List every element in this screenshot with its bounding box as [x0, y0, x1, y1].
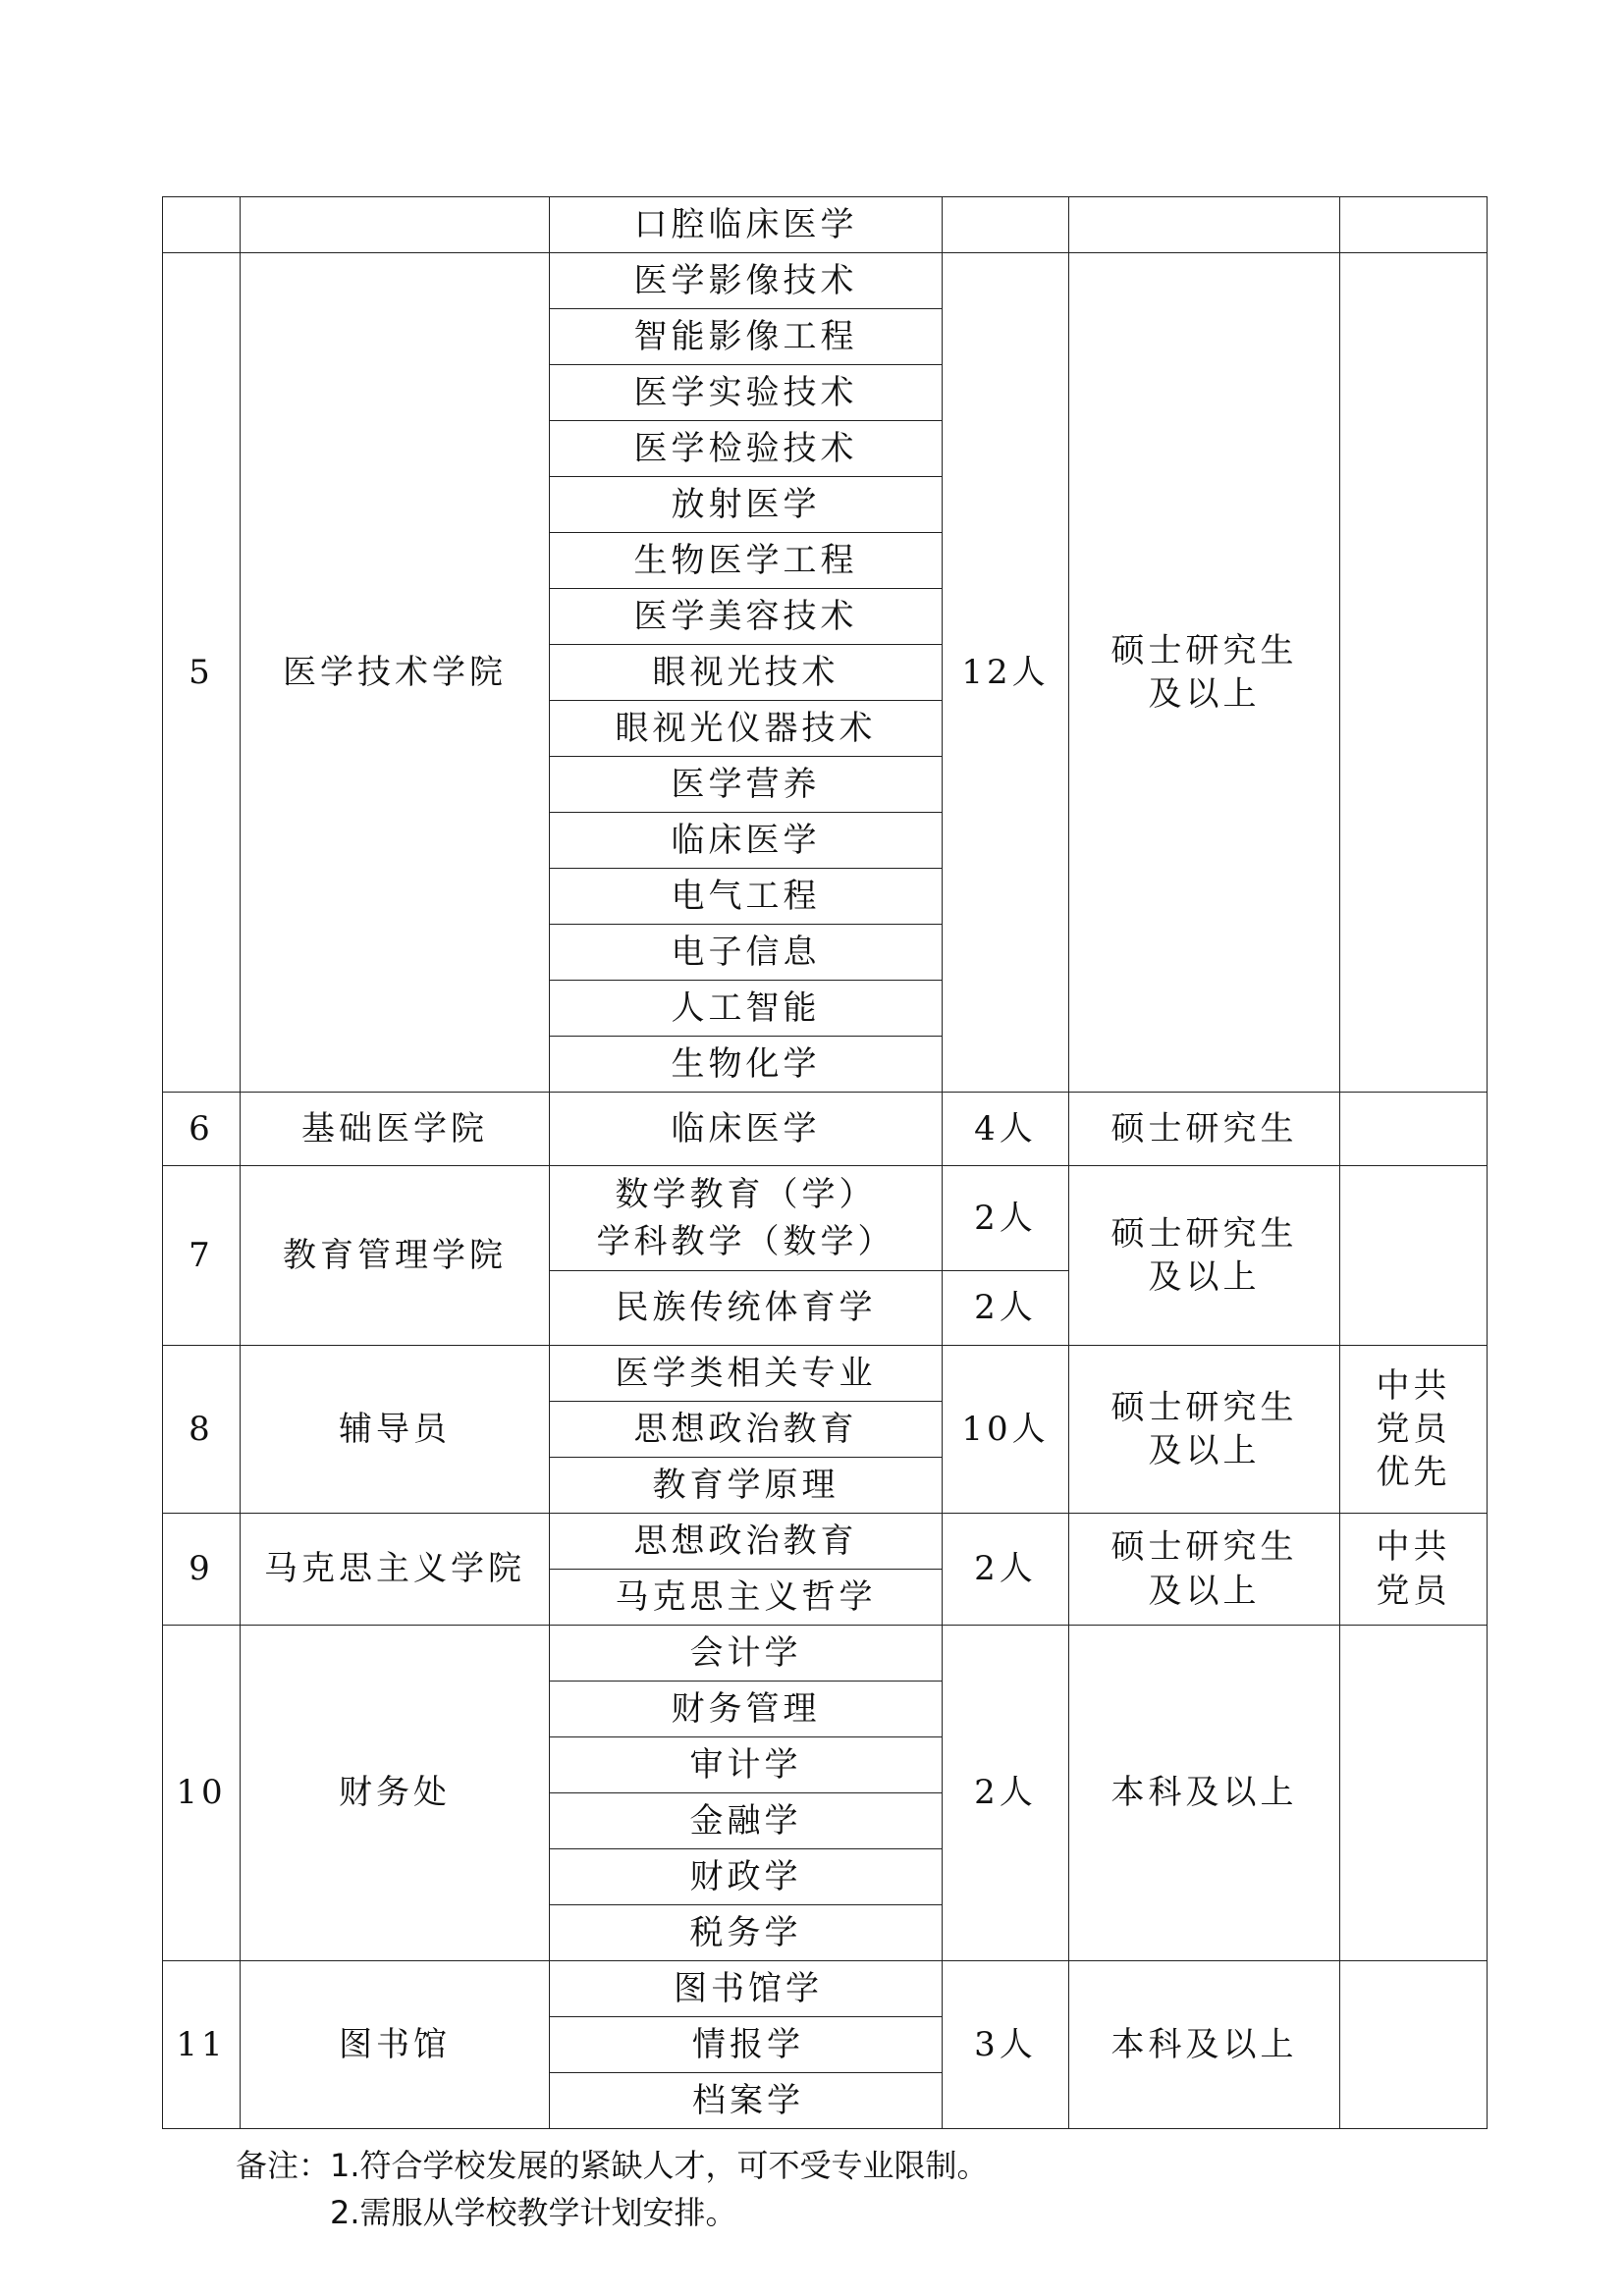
cell-edu: 硕士研究生 — [1069, 1093, 1340, 1166]
cell-unit: 财务处 — [241, 1626, 550, 1961]
cell-count: 2人 — [943, 1626, 1069, 1961]
cell-major: 会计学 — [550, 1626, 943, 1682]
cell-edu: 硕士研究生及以上 — [1069, 1166, 1340, 1346]
table-row — [163, 1514, 1488, 1570]
cell-major: 生物化学 — [550, 1037, 943, 1093]
cell-major: 人工智能 — [550, 981, 943, 1037]
cell-major: 临床医学 — [550, 1093, 943, 1166]
cell-no: 10 — [163, 1626, 241, 1961]
cell-count: 2人 — [943, 1514, 1069, 1626]
cell-major: 眼视光技术 — [550, 645, 943, 701]
cell-major: 医学美容技术 — [550, 589, 943, 645]
cell-count: 3人 — [943, 1961, 1069, 2129]
cell-req — [1340, 1093, 1488, 1166]
cell-edu: 本科及以上 — [1069, 1626, 1340, 1961]
cell-no: 5 — [163, 253, 241, 1093]
cell-major: 思想政治教育 — [550, 1402, 943, 1458]
cell-edu — [1069, 197, 1340, 253]
cell-unit: 基础医学院 — [241, 1093, 550, 1166]
cell-count: 10人 — [943, 1346, 1069, 1514]
major-line: 学科教学（数学） — [596, 1222, 895, 1261]
cell-count: 4人 — [943, 1093, 1069, 1166]
table-row — [163, 1626, 1488, 1682]
major-line: 数学教育（学） — [615, 1175, 877, 1214]
notes — [236, 2142, 989, 2236]
cell-major: 眼视光仪器技术 — [550, 701, 943, 757]
cell-major: 马克思主义哲学 — [550, 1570, 943, 1626]
cell-major: 教育学原理 — [550, 1458, 943, 1514]
cell-req — [1340, 1961, 1488, 2129]
cell-req — [1340, 1626, 1488, 1961]
cell-major: 电气工程 — [550, 869, 943, 925]
cell-no — [163, 197, 241, 253]
table-row — [163, 1166, 1488, 1271]
cell-major — [550, 1166, 943, 1271]
cell-major: 审计学 — [550, 1737, 943, 1793]
cell-req — [1340, 253, 1488, 1093]
cell-major: 生物医学工程 — [550, 533, 943, 589]
cell-major: 税务学 — [550, 1905, 943, 1961]
cell-major: 医学实验技术 — [550, 365, 943, 421]
cell-no: 6 — [163, 1093, 241, 1166]
cell-count: 12人 — [943, 253, 1069, 1093]
cell-count: 2人 — [943, 1166, 1069, 1271]
cell-unit — [241, 197, 550, 253]
cell-unit: 图书馆 — [241, 1961, 550, 2129]
cell-major: 智能影像工程 — [550, 309, 943, 365]
cell-no: 11 — [163, 1961, 241, 2129]
cell-unit: 医学技术学院 — [241, 253, 550, 1093]
cell-major: 口腔临床医学 — [550, 197, 943, 253]
table-row — [163, 197, 1488, 253]
cell-unit: 辅导员 — [241, 1346, 550, 1514]
cell-count: 2人 — [943, 1271, 1069, 1346]
cell-major: 图书馆学 — [550, 1961, 943, 2017]
table-row — [163, 253, 1488, 309]
cell-major: 档案学 — [550, 2073, 943, 2129]
cell-major: 放射医学 — [550, 477, 943, 533]
cell-unit: 教育管理学院 — [241, 1166, 550, 1346]
cell-major: 医学类相关专业 — [550, 1346, 943, 1402]
cell-major: 金融学 — [550, 1793, 943, 1849]
cell-major: 医学影像技术 — [550, 253, 943, 309]
cell-req: 中共党员优先 — [1340, 1346, 1488, 1514]
cell-edu: 硕士研究生及以上 — [1069, 253, 1340, 1093]
cell-major: 临床医学 — [550, 813, 943, 869]
cell-edu: 本科及以上 — [1069, 1961, 1340, 2129]
cell-count — [943, 197, 1069, 253]
recruitment-table — [162, 196, 1488, 2129]
cell-no: 9 — [163, 1514, 241, 1626]
cell-major: 财政学 — [550, 1849, 943, 1905]
note-line-1: 备注：1.符合学校发展的紧缺人才，可不受专业限制。 — [236, 2147, 989, 2184]
cell-edu: 硕士研究生及以上 — [1069, 1346, 1340, 1514]
cell-req — [1340, 1166, 1488, 1346]
cell-no: 8 — [163, 1346, 241, 1514]
cell-major: 医学营养 — [550, 757, 943, 813]
cell-req — [1340, 197, 1488, 253]
cell-major: 财务管理 — [550, 1682, 943, 1737]
note-line-2: 2.需服从学校教学计划安排。 — [330, 2194, 737, 2231]
cell-no: 7 — [163, 1166, 241, 1346]
cell-major: 思想政治教育 — [550, 1514, 943, 1570]
cell-unit: 马克思主义学院 — [241, 1514, 550, 1626]
cell-req: 中共党员 — [1340, 1514, 1488, 1626]
cell-major: 民族传统体育学 — [550, 1271, 943, 1346]
table-row — [163, 1093, 1488, 1166]
cell-edu: 硕士研究生及以上 — [1069, 1514, 1340, 1626]
cell-major: 医学检验技术 — [550, 421, 943, 477]
cell-major: 电子信息 — [550, 925, 943, 981]
table-row — [163, 1961, 1488, 2017]
table-row — [163, 1346, 1488, 1402]
cell-major: 情报学 — [550, 2017, 943, 2073]
